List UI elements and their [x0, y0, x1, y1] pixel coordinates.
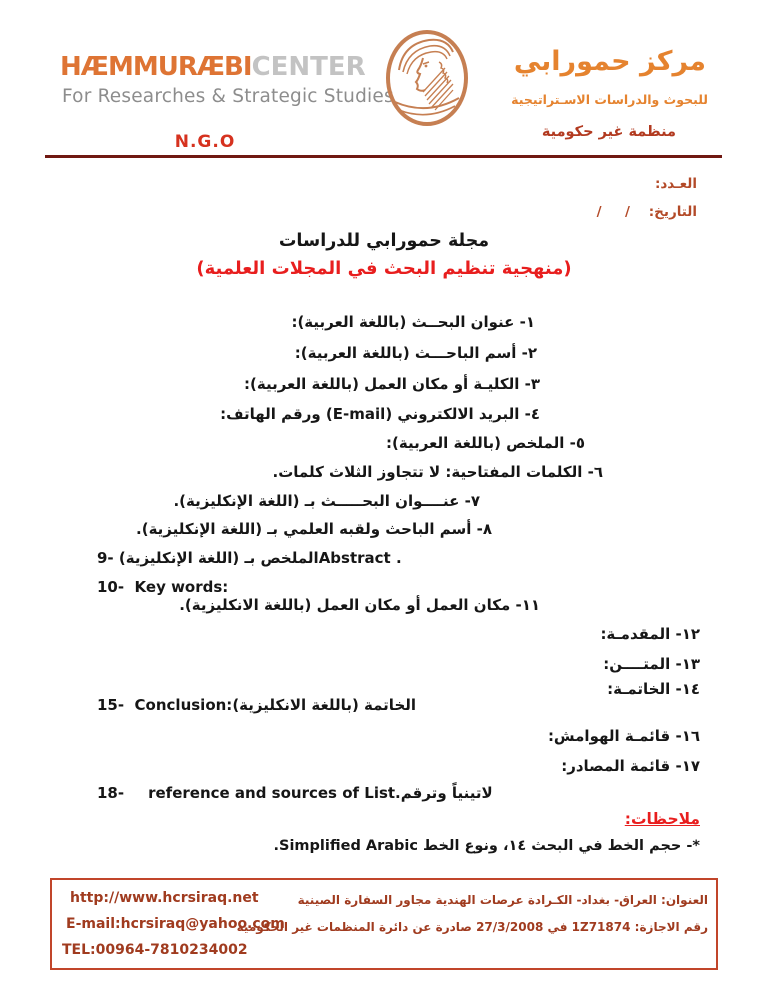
- item-5: ٥- الملخص (باللغة العربية):: [386, 434, 585, 452]
- hammurabi-profile-logo-svg: [383, 28, 471, 128]
- date-label: التاريخ:: [648, 204, 697, 220]
- item-18: 18- reference and sources of List.وترقم لاتينياً: [97, 784, 493, 802]
- item-14: ١٤- الخاتمـة:: [607, 680, 700, 698]
- item-15: 15- Conclusion:الخاتمة (باللغة الانكليزية): [97, 696, 417, 714]
- item-1: ١- عنوان البحــث (باللغة العربية):: [291, 313, 535, 331]
- footer-contact-right: [237, 887, 708, 941]
- issue-label: العـدد:: [654, 176, 697, 192]
- item-11: ١١- مكان العمل أو مكان العمل (باللغة الانكليزية).: [179, 596, 540, 614]
- item-2: ٢- أسم الباحـــث (باللغة العربية):: [294, 344, 537, 362]
- brand-text: HÆMMURÆBI: [60, 52, 252, 82]
- date-line: [597, 204, 697, 220]
- journal-title: مجلة حمورابي للدراسات: [278, 231, 490, 251]
- note-font-line: *- حجم الخط في البحث ١٤، ونوع الخط Simplified Arabic.: [273, 838, 700, 854]
- item-7: ٧- عنــــوان البحـــــث بـ (اللغة الإنكليزية).: [173, 492, 480, 510]
- item-8: ٨- أسم الباحث ولقبه العلمي بـ (اللغة الإنكليزية).: [136, 520, 492, 538]
- item-17: ١٧- قائمة المصادر:: [561, 757, 700, 775]
- ngo-label: N.G.O: [174, 132, 236, 152]
- item-16: ١٦- قائمـة الهوامش:: [547, 727, 700, 745]
- methodology-subtitle: (منهجية تنظيم البحث في المجلات العلمية): [196, 258, 572, 279]
- arabic-center-subtitle: للبحوث والدراسات الاسـتراتيجية: [511, 92, 708, 107]
- arabic-center-title: مركز حمورابي: [513, 46, 706, 77]
- brand-suffix-text: CENTER: [251, 52, 366, 82]
- item-13: ١٣- المتــــن:: [603, 655, 700, 673]
- arabic-ngo-label: منظمة غير حكومية: [541, 124, 676, 140]
- footer-address: العنوان: العراق- بغداد- الكـرادة عرصات الهندية مجاور السفارة الصينية: [297, 893, 708, 907]
- hammurabi-profile-logo: [383, 28, 471, 132]
- date-slashes: / /: [596, 204, 630, 220]
- brand-tagline: For Researches & Strategic Studies: [62, 86, 394, 107]
- footer-telephone: TEL:00964-7810234002: [62, 942, 248, 958]
- footer-contact-box: [50, 878, 718, 970]
- footer-email: E-mail:hcrsiraq@yahoo.com: [66, 916, 285, 932]
- footer-license: رقم الاجازة: 1Z71874 في 27/3/2008 صادرة عن دائرة المنظمات غير الحكومية: [236, 920, 708, 934]
- item-4: ٤- البريد الالكتروني (E-mail) ورقم الهاتف:: [220, 405, 540, 423]
- header-divider: [45, 155, 722, 158]
- item-3: ٣- الكليـة أو مكان العمل (باللغة العربية):: [244, 375, 540, 393]
- hammurabi-wordmark: [60, 52, 366, 82]
- item-9: 9- الملخص بـ (اللغة الإنكليزية)Abstract .: [97, 549, 402, 567]
- item-6: ٦- الكلمات المفتاحية: لا تتجاوز الثلاث كلمات.: [272, 463, 603, 481]
- item-10: 10- Key words:: [97, 578, 229, 596]
- notes-heading: ملاحظات:: [624, 810, 700, 828]
- footer-website: http://www.hcrsiraq.net: [70, 890, 259, 906]
- item-12: ١٢- المقدمـة:: [600, 625, 700, 643]
